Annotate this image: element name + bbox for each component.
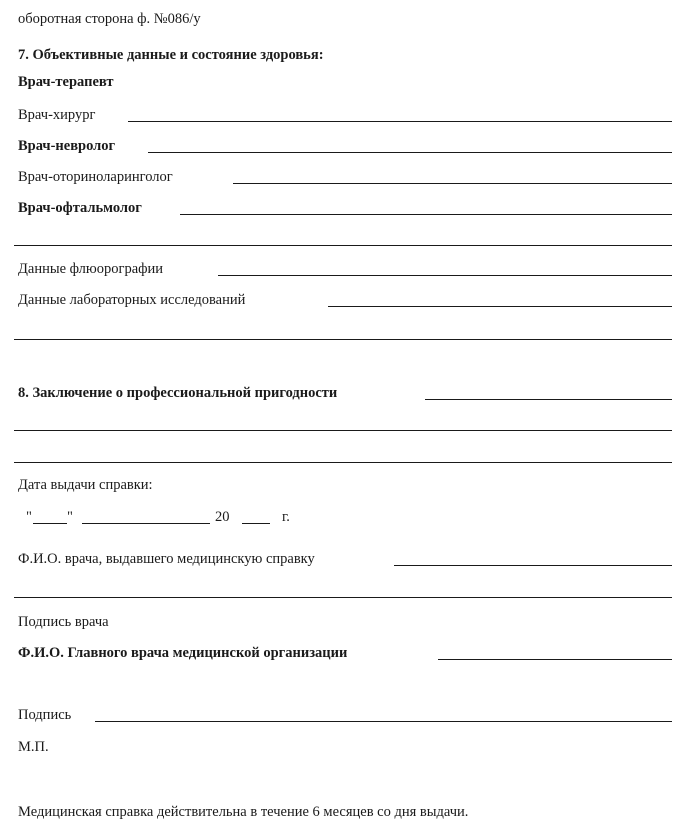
- doctor-neurologist-line[interactable]: [148, 152, 672, 153]
- doctor-fio-label: Ф.И.О. врача, выдавшего медицинскую справку: [18, 551, 315, 567]
- section8-extra-line-2[interactable]: [14, 462, 672, 463]
- lab-line[interactable]: [328, 306, 672, 307]
- issue-date-quote-open: ": [26, 509, 32, 525]
- form-note: оборотная сторона ф. №086/у: [18, 11, 201, 27]
- doctor-surgeon-line[interactable]: [128, 121, 672, 122]
- doctor-ent-line[interactable]: [233, 183, 672, 184]
- signature-label: Подпись: [18, 707, 72, 723]
- issue-date-year-line[interactable]: [242, 523, 270, 524]
- issue-date-day-line[interactable]: [33, 523, 67, 524]
- signature-line[interactable]: [95, 721, 672, 722]
- doctor-neurologist-label: Врач-невролог: [18, 138, 116, 154]
- section7-title: 7. Объективные данные и состояние здоровья:: [18, 47, 324, 63]
- fluorography-line[interactable]: [218, 275, 672, 276]
- section8-extra-line-1[interactable]: [14, 430, 672, 431]
- doctor-therapist-label: Врач-терапевт: [18, 74, 114, 90]
- doctor-ophthalmologist-line[interactable]: [180, 214, 672, 215]
- issue-date-label: Дата выдачи справки:: [18, 477, 153, 493]
- doctor-fio-line[interactable]: [394, 565, 672, 566]
- fluorography-label: Данные флюорографии: [18, 261, 164, 277]
- section8-line[interactable]: [425, 399, 672, 400]
- doctor-signature-label: Подпись врача: [18, 614, 109, 630]
- chief-fio-line[interactable]: [438, 659, 672, 660]
- lab-label: Данные лабораторных исследований: [18, 292, 246, 308]
- chief-fio-label: Ф.И.О. Главного врача медицинской организации: [18, 645, 348, 661]
- issue-date-year-suffix: г.: [282, 509, 290, 525]
- issue-date-year-prefix: 20: [215, 509, 230, 525]
- doctor-surgeon-label: Врач-хирург: [18, 107, 96, 123]
- stamp-label: М.П.: [18, 739, 49, 755]
- section8-title: 8. Заключение о профессиональной пригодности: [18, 385, 338, 401]
- issue-date-month-line[interactable]: [82, 523, 210, 524]
- section7-extra-line[interactable]: [14, 245, 672, 246]
- validity-note: Медицинская справка действительна в течение 6 месяцев со дня выдачи.: [18, 804, 469, 820]
- lab-extra-line[interactable]: [14, 339, 672, 340]
- doctor-ent-label: Врач-оториноларинголог: [18, 169, 173, 185]
- doctor-ophthalmologist-label: Врач-офтальмолог: [18, 200, 142, 216]
- doctor-fio-extra-line[interactable]: [14, 597, 672, 598]
- issue-date-quote-close: ": [67, 509, 73, 525]
